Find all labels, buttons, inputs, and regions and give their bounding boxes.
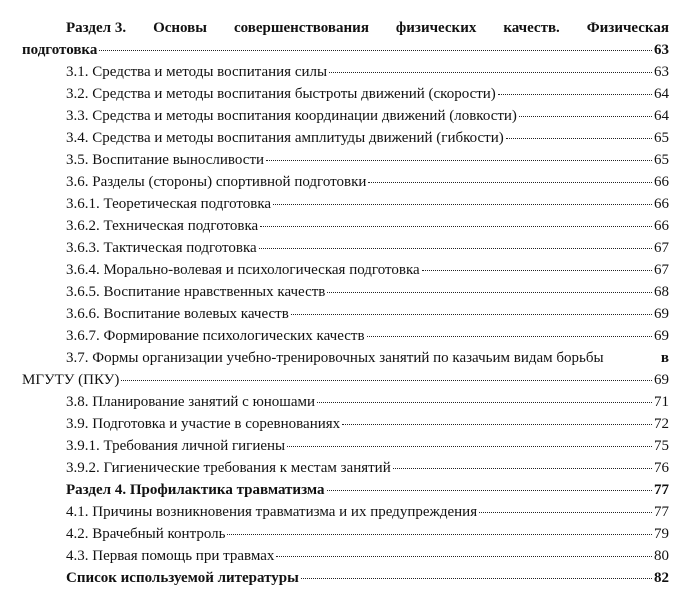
page-number: 79: [654, 526, 669, 542]
page-number: 64: [654, 86, 669, 102]
toc-entry-3-7-line1: [66, 350, 669, 367]
page-number: 65: [654, 130, 669, 146]
entry-title: 3.7. Формы организации учебно-тренировочных занятий по казачьим видам борьбы: [66, 350, 604, 366]
entry-title: 3.6.1. Теоретическая подготовка: [66, 196, 272, 212]
toc-entry: [66, 130, 669, 147]
entry-title: 4.3. Первая помощь при травмах: [66, 548, 275, 564]
page-number: 63: [654, 64, 669, 80]
dot-leader: [266, 160, 652, 161]
page-number: 69: [654, 306, 669, 322]
section-3-title-cont: подготовка: [22, 42, 98, 58]
dot-leader: [260, 226, 652, 227]
toc-entry: [66, 460, 669, 477]
toc-entry: [66, 416, 669, 433]
dot-leader: [519, 116, 652, 117]
entry-title-end: в: [660, 350, 669, 366]
page-number: 67: [654, 262, 669, 278]
page-number: 67: [654, 240, 669, 256]
toc-entry: [66, 218, 669, 235]
dot-leader: [273, 204, 652, 205]
heading-word: Физическая: [586, 20, 669, 36]
dot-leader: [342, 424, 652, 425]
entry-title: 3.6.7. Формирование психологических качеств: [66, 328, 365, 344]
heading-word: качеств.: [503, 20, 560, 36]
entry-title: 3.6.5. Воспитание нравственных качеств: [66, 284, 326, 300]
heading-word: физических: [395, 20, 477, 36]
dot-leader: [227, 534, 652, 535]
section-title: Раздел 4. Профилактика травматизма: [66, 482, 325, 498]
page-number: 69: [654, 328, 669, 344]
dot-leader: [121, 380, 652, 381]
page-number: 63: [654, 42, 669, 58]
section-4-heading: [66, 482, 669, 499]
toc-entry: [66, 438, 669, 455]
references-heading: [66, 570, 669, 587]
entry-title: 4.1. Причины возникновения травматизма и их предупреждения: [66, 504, 478, 520]
page-number: 76: [654, 460, 669, 476]
toc-entry: [66, 394, 669, 411]
toc-entry: [66, 548, 669, 565]
toc-entry: [66, 196, 669, 213]
dot-leader: [479, 512, 652, 513]
entry-title: 3.8. Планирование занятий с юношами: [66, 394, 316, 410]
toc-entry-3-7-line2: [22, 372, 669, 389]
entry-title: 3.4. Средства и методы воспитания амплитуды движений (гибкости): [66, 130, 504, 146]
toc-entry: [66, 504, 669, 521]
section-3-label: Раздел 3.: [66, 20, 127, 36]
toc-entry: [66, 152, 669, 169]
dot-leader: [329, 72, 652, 73]
dot-leader: [276, 556, 652, 557]
dot-leader: [301, 578, 652, 579]
page-number: 66: [654, 218, 669, 234]
entry-title: 3.6.6. Воспитание волевых качеств: [66, 306, 289, 322]
entry-title-cont: МГУТУ (ПКУ): [22, 372, 120, 388]
heading-word: совершенствования: [233, 20, 369, 36]
dot-leader: [327, 292, 652, 293]
page-number: 68: [654, 284, 669, 300]
page-number: 69: [654, 372, 669, 388]
entry-title: 3.9. Подготовка и участие в соревнованиях: [66, 416, 341, 432]
page-number: 77: [654, 504, 669, 520]
dot-leader: [498, 94, 652, 95]
toc-entry: [66, 64, 669, 81]
entry-title: 3.9.2. Гигиенические требования к местам занятий: [66, 460, 391, 476]
dot-leader: [317, 402, 652, 403]
toc-entry: [66, 262, 669, 279]
page-number: 65: [654, 152, 669, 168]
toc-entry: [66, 526, 669, 543]
dot-leader: [287, 446, 652, 447]
dot-leader: [291, 314, 652, 315]
page-number: 71: [654, 394, 669, 410]
page-number: 64: [654, 108, 669, 124]
page-number: 80: [654, 548, 669, 564]
entry-title: 3.5. Воспитание выносливости: [66, 152, 265, 168]
entry-title: 3.1. Средства и методы воспитания силы: [66, 64, 328, 80]
page-number: 66: [654, 196, 669, 212]
entry-title: 3.6.4. Морально-волевая и психологическая подготовка: [66, 262, 420, 278]
entry-title: 3.2. Средства и методы воспитания быстроты движений (скорости): [66, 86, 496, 102]
dot-leader: [259, 248, 652, 249]
heading-word: Основы: [153, 20, 207, 36]
section-3-heading-line1: [66, 20, 669, 37]
dot-leader: [393, 468, 652, 469]
entry-title: 3.6.2. Техническая подготовка: [66, 218, 259, 234]
toc-entry: [66, 174, 669, 191]
toc-entry: [66, 306, 669, 323]
section-3-heading-line2: [22, 42, 669, 59]
entry-title: 4.2. Врачебный контроль: [66, 526, 226, 542]
entry-title: 3.3. Средства и методы воспитания координации движений (ловкости): [66, 108, 517, 124]
dot-leader: [367, 336, 652, 337]
entry-title: 3.6.3. Тактическая подготовка: [66, 240, 257, 256]
dot-leader: [422, 270, 652, 271]
dot-leader: [368, 182, 652, 183]
entry-title: 3.9.1. Требования личной гигиены: [66, 438, 286, 454]
page-number: 72: [654, 416, 669, 432]
dot-leader: [327, 490, 652, 491]
toc-entry: [66, 328, 669, 345]
page-number: 77: [654, 482, 669, 498]
toc-entry: [66, 86, 669, 103]
toc-entry: [66, 108, 669, 125]
dot-leader: [99, 50, 652, 51]
references-title: Список используемой литературы: [66, 570, 299, 586]
page-number: 75: [654, 438, 669, 454]
page-number: 66: [654, 174, 669, 190]
page-number: 82: [654, 570, 669, 586]
toc-entry: [66, 284, 669, 301]
entry-title: 3.6. Разделы (стороны) спортивной подготовки: [66, 174, 367, 190]
toc-entry: [66, 240, 669, 257]
dot-leader: [506, 138, 652, 139]
